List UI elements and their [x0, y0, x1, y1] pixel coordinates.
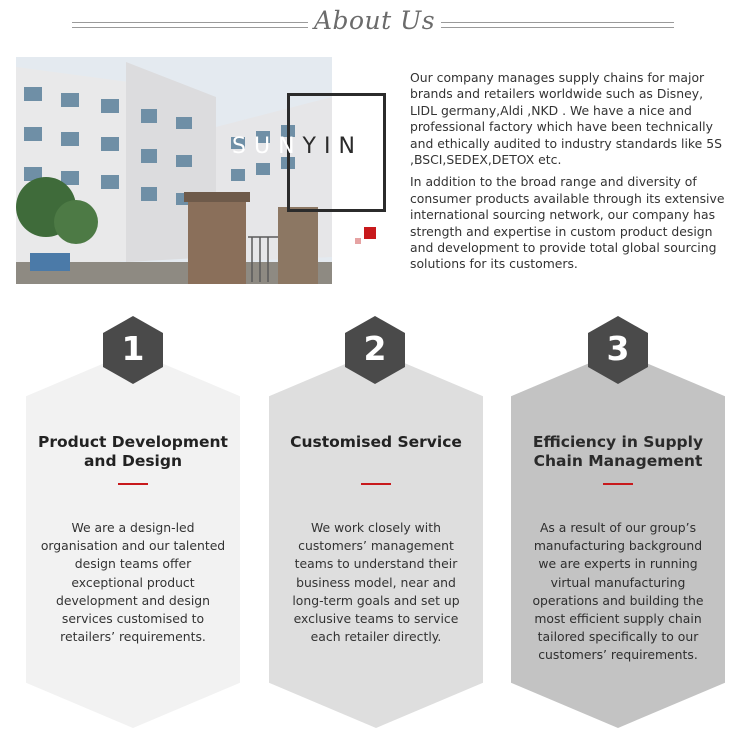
- card-title-line1: Product Development: [38, 433, 228, 451]
- service-card-3: [511, 351, 725, 728]
- card-title-line2: Chain Management: [533, 452, 703, 470]
- service-card-2: [269, 351, 483, 728]
- card-title-line1: Customised Service: [290, 433, 462, 451]
- number-badge-3: [588, 316, 648, 384]
- card-title: [511, 433, 725, 471]
- card-title: [26, 433, 240, 471]
- number-badge-2: [345, 316, 405, 384]
- logo-accent-square-small: [355, 238, 361, 244]
- intro-text: [410, 70, 732, 279]
- badge-number: 2: [363, 329, 387, 368]
- logo-text-light: SUN: [232, 134, 303, 159]
- header-rule-left: [72, 22, 308, 28]
- card-divider: [118, 483, 148, 485]
- factory-photo: [16, 57, 332, 284]
- card-title: [269, 433, 483, 452]
- card-body: We are a design-led organisation and our talented design teams offer exceptional product development and design services customised to retailers’ requirements.: [40, 520, 226, 645]
- card-title-line2: and Design: [83, 452, 183, 470]
- badge-number: 1: [121, 329, 145, 368]
- card-title-line1: Efficiency in Supply: [532, 433, 704, 451]
- card-body: As a result of our group’s manufacturing background we are experts in running virtual manufacturing operations and building the most efficient supply chain tailored specifically to our customers’ requirements.: [532, 520, 704, 663]
- header-rule-right: [441, 22, 674, 28]
- page-title: About Us: [313, 6, 436, 35]
- service-card-1: [26, 351, 240, 728]
- card-divider: [361, 483, 391, 485]
- card-divider: [603, 483, 633, 485]
- intro-paragraph-1: Our company manages supply chains for major brands and retailers worldwide such as Disney, LIDL germany,Aldi ,NKD . We have a nice and professional factory which have been technically and ethically audited to industry standards like 5S ,BSCI,SEDEX,DETOX etc.: [410, 70, 722, 168]
- number-badge-1: [103, 316, 163, 384]
- intro-paragraph-2: In addition to the broad range and diversity of consumer products available through its extensive international sourcing network, our company has strength and expertise in custom product design and development to provide total global sourcing solutions for its customers.: [410, 174, 725, 272]
- company-logo: [232, 134, 392, 159]
- section-header: [0, 6, 750, 40]
- card-body: We work closely with customers’ management teams to understand their business model, near and long-term goals and set up exclusive teams to service each retailer directly.: [292, 520, 460, 645]
- badge-number: 3: [606, 329, 630, 368]
- logo-accent-square: [364, 227, 376, 239]
- logo-text-dark: YIN: [302, 134, 363, 159]
